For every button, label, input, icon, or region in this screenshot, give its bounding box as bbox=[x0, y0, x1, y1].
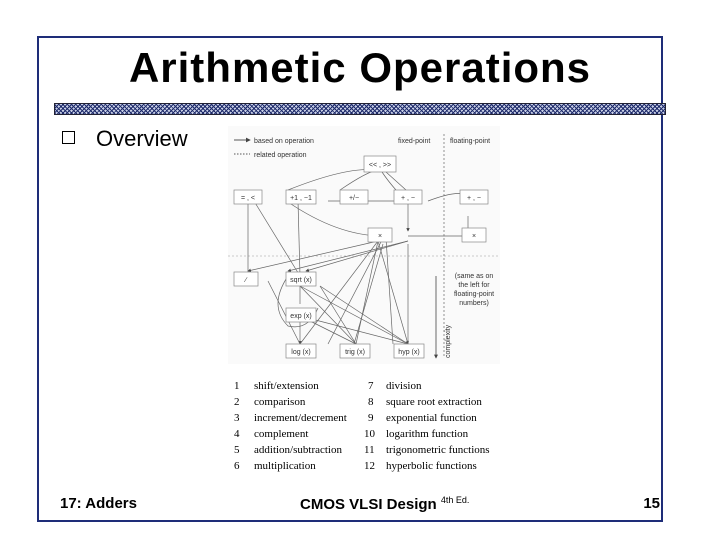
floating-note-line-2: the left for bbox=[458, 282, 490, 289]
legend-num: 2 bbox=[234, 396, 240, 408]
legend-num: 1 bbox=[234, 380, 240, 392]
floating-note-line-1: (same as on bbox=[454, 273, 494, 280]
node-fp-mult-label: × bbox=[471, 233, 477, 240]
node-div-label: ∕ bbox=[245, 277, 247, 284]
node-shift-label: << , >> bbox=[368, 162, 392, 169]
header-floating-point: floating-point bbox=[450, 138, 491, 145]
node-exp-label: exp (x) bbox=[290, 313, 312, 320]
legend-num: 11 bbox=[364, 444, 375, 456]
legend-name: division bbox=[386, 380, 422, 392]
floating-note-line-3: floating-point bbox=[453, 291, 495, 298]
footer-book-title-text: CMOS VLSI Design bbox=[300, 496, 437, 513]
legend-num: 8 bbox=[368, 396, 374, 408]
legend-row bbox=[234, 380, 422, 392]
legend-solid-label: based on operation bbox=[254, 138, 314, 145]
node-complement-label: +/− bbox=[348, 195, 360, 202]
legend-num: 12 bbox=[364, 460, 375, 472]
legend-row bbox=[234, 396, 482, 408]
legend-name: logarithm function bbox=[386, 428, 469, 440]
legend-name: addition/subtraction bbox=[254, 444, 342, 456]
footer-book-title bbox=[300, 495, 469, 513]
footer-edition: 4th Ed. bbox=[440, 495, 470, 505]
legend-row bbox=[234, 444, 490, 456]
legend-dotted-label: related operation bbox=[254, 152, 307, 159]
bullet-square-icon bbox=[62, 131, 75, 144]
title-divider-bar bbox=[54, 103, 666, 115]
node-addsub-label: + , − bbox=[400, 195, 416, 202]
legend-num: 4 bbox=[234, 428, 240, 440]
complexity-label: complexity bbox=[445, 324, 452, 358]
footer-page-number: 15 bbox=[643, 495, 660, 512]
node-mult-label: × bbox=[377, 233, 383, 240]
operations-diagram bbox=[228, 126, 500, 364]
node-log-label: log (x) bbox=[291, 349, 311, 356]
bullet-text: Overview bbox=[96, 126, 188, 151]
legend-name: complement bbox=[254, 428, 309, 440]
legend-name: square root extraction bbox=[386, 396, 482, 408]
legend-num: 5 bbox=[234, 444, 240, 456]
legend-name: shift/extension bbox=[254, 380, 319, 392]
legend-row bbox=[234, 428, 469, 440]
node-hyp-label: hyp (x) bbox=[398, 349, 420, 356]
header-fixed-point: fixed-point bbox=[398, 138, 431, 145]
legend-num: 3 bbox=[234, 412, 240, 424]
footer-chapter: 17: Adders bbox=[60, 495, 137, 512]
node-fp-addsub-label: + , − bbox=[466, 195, 482, 202]
node-sqrt-label: sqrt (x) bbox=[290, 277, 312, 284]
legend-name: comparison bbox=[254, 396, 306, 408]
node-incdec-label: +1 , −1 bbox=[290, 195, 312, 202]
legend-name: hyperbolic functions bbox=[386, 460, 477, 472]
legend-num: 9 bbox=[368, 412, 374, 424]
legend-name: increment/decrement bbox=[254, 412, 347, 424]
legend-row bbox=[234, 460, 477, 472]
legend-num: 6 bbox=[234, 460, 240, 472]
floating-note-line-4: numbers) bbox=[459, 300, 489, 307]
legend-num: 7 bbox=[368, 380, 374, 392]
legend-row bbox=[234, 412, 477, 424]
legend-name: exponential function bbox=[386, 412, 477, 424]
slide-title: Arithmetic Operations bbox=[128, 44, 592, 91]
legend-name: trigonometric functions bbox=[386, 444, 490, 456]
legend-num: 10 bbox=[364, 428, 375, 440]
operation-legend-table bbox=[228, 376, 518, 474]
node-compare-label: = , < bbox=[240, 195, 256, 202]
legend-name: multiplication bbox=[254, 460, 316, 472]
node-trig-label: trig (x) bbox=[345, 349, 365, 356]
